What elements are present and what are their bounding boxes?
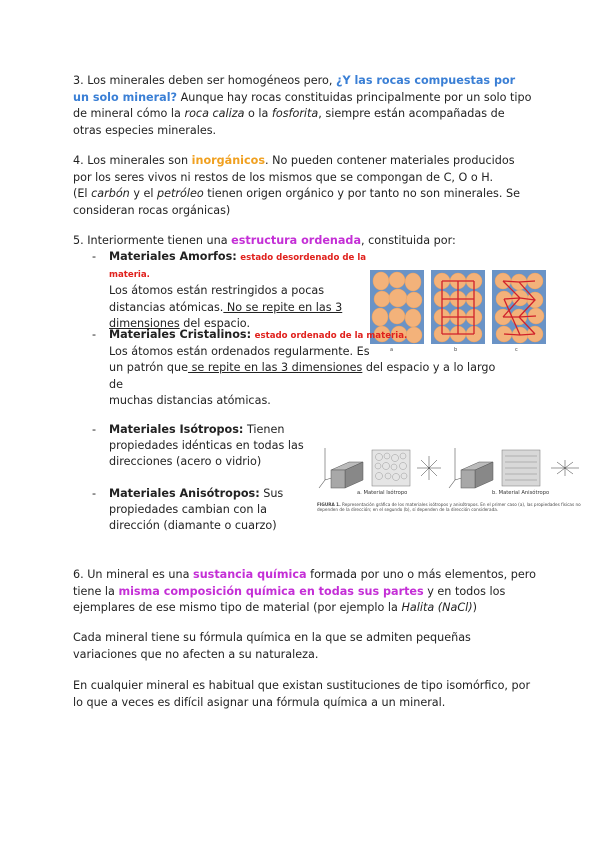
figure-caption-c: c — [515, 347, 518, 353]
same-composition-highlight: misma composición química en todas sus partes — [118, 584, 424, 598]
section-6-paragraph: 6. Un mineral es una sustancia química formada por uno o más elementos, pero tiene la misma composición química en todas sus partes y en todos los ejemplares de ese mismo tipo de material (por ejemplo la Halita (NaCl)) — [73, 568, 536, 615]
figure-caption-b: b — [454, 347, 458, 353]
ordered-structure-highlight: estructura ordenada — [231, 234, 361, 247]
anisotropic-arrows-icon — [551, 460, 579, 476]
cube-anisotropic — [461, 462, 493, 488]
figure-caption-a: a — [390, 347, 394, 353]
label-anisotropic: b. Material Anisótropo — [492, 490, 550, 496]
chemical-substance-highlight: sustancia química — [193, 568, 307, 581]
list-item-amorfos: - Materiales Amorfos: estado desordenado de la materia. Los átomos están restringidos a pocas distancias atómicas. No se repite en las 3 dimensiones del espacio. — [92, 250, 367, 330]
label-isotropic: a. Material Isótropo — [357, 490, 408, 496]
isotropic-arrows-icon — [417, 456, 441, 480]
figure-caption: FIGURA 1. Representación gráfica de los materiales isótropos y anisótropos. En el primer caso (a), las propiedades físicas no dependen de la dirección; en el segundo (b), sí dependen de la dirección considerada. — [317, 502, 581, 513]
formula-paragraph: Cada mineral tiene su fórmula química en la que se admiten pequeñas variaciones que no afecten a su naturaleza. — [73, 631, 471, 661]
section-3-paragraph: 3. Los minerales deben ser homogéneos pero, ¿Y las rocas compuestas por un solo mineral? Aunque hay rocas constituidas principalmente por un solo tipo de mineral cómo la roca caliza o la fosforita, siempre están acompañadas de otras especies minerales. — [73, 74, 532, 137]
cube-isotropic — [331, 462, 363, 488]
list-item-anisotropos: - Materiales Anisótropos: Sus propiedades cambian con la dirección (diamante o cuarzo) — [92, 487, 284, 533]
section-5-heading: 5. Interiormente tienen una estructura ordenada, constituida por: — [73, 234, 456, 247]
isotropy-figure — [317, 440, 589, 540]
list-item-isotropos: - Materiales Isótropos: Tienen propiedades idénticas en todas las direcciones (acero o vidrio) — [92, 423, 304, 469]
isomorphic-paragraph: En cualquier mineral es habitual que existan sustituciones de tipo isomórfico, por lo que a veces es difícil asignar una fórmula química a un mineral. — [73, 679, 531, 709]
rocks-question-highlight: ¿Y las rocas compuestas por un solo mineral? — [73, 74, 516, 104]
inorganic-highlight: inorgánicos — [191, 154, 265, 167]
list-item-cristalinos: - Materiales Cristalinos: estado ordenado de la materia. Los átomos están ordenados regularmente. Es un patrón que se repite en las 3 dimensiones del espacio y a lo largo de muchas distancias atómicas. — [92, 328, 496, 407]
section-4-paragraph: 4. Los minerales son inorgánicos. No pueden contener materiales producidos por los seres vivos ni restos de los mismos que se compongan de C, O o H. (El carbón y el petróleo tienen origen orgánico y por tanto no son minerales. Se consideran rocas orgánicas) — [73, 154, 520, 217]
